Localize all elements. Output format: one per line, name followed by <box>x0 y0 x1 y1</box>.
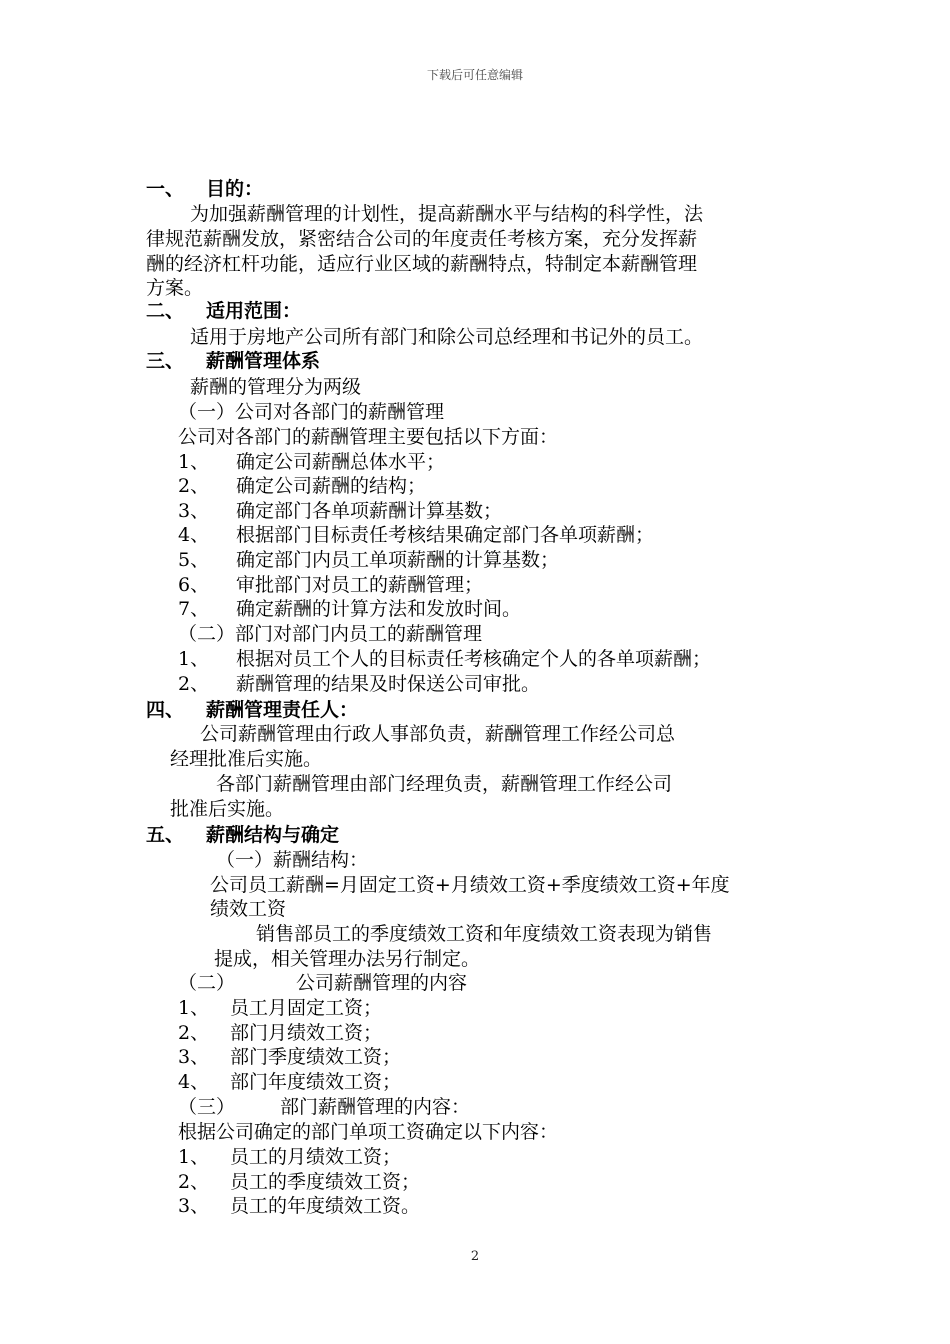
page-header: 下载后可任意编辑 <box>426 68 523 82</box>
list-item <box>178 474 426 498</box>
list-text: 部门季度绩效工资； <box>230 1046 402 1068</box>
list-item <box>178 996 382 1020</box>
paragraph-line: 律规范薪酬发放，紧密结合公司的年度责任考核方案，充分发挥薪 <box>146 228 698 250</box>
list-number: 4、 <box>178 1071 210 1093</box>
subsection-heading: （二）部门对部门内员工的薪酬管理 <box>178 623 483 645</box>
section-number: 一、 <box>146 178 185 200</box>
list-number: 2、 <box>178 1022 210 1044</box>
list-number: 1、 <box>178 451 210 473</box>
paragraph-line: 公司对各部门的薪酬管理主要包括以下方面： <box>178 426 559 448</box>
list-text: 确定薪酬的计算方法和发放时间。 <box>236 598 522 620</box>
section-title: 薪酬结构与确定 <box>206 824 340 846</box>
section-title: 目的： <box>206 178 264 200</box>
paragraph-line: 根据公司确定的部门单项工资确定以下内容： <box>178 1121 559 1143</box>
section-4-heading <box>146 698 358 722</box>
paragraph-line: 经理批准后实施。 <box>170 748 323 770</box>
list-text: 确定部门各单项薪酬计算基数； <box>236 500 503 522</box>
section-title: 薪酬管理责任人： <box>206 699 359 721</box>
list-item <box>178 499 502 523</box>
paragraph-line: 方案。 <box>146 277 204 299</box>
list-number: 3、 <box>178 500 210 522</box>
list-item <box>178 573 483 597</box>
subsection-heading <box>178 971 467 995</box>
formula-line: 公司员工薪酬=月固定工资+月绩效工资+季度绩效工资+年度 <box>210 874 730 896</box>
paragraph-line: 适用于房地产公司所有部门和除公司总经理和书记外的员工。 <box>190 326 704 348</box>
list-text: 薪酬管理的结果及时保送公司审批。 <box>236 673 541 695</box>
list-text: 确定公司薪酬的结构； <box>236 475 427 497</box>
list-text: 根据对员工个人的目标责任考核确定个人的各单项薪酬； <box>236 648 712 670</box>
list-text: 根据部门目标责任考核结果确定部门各单项薪酬； <box>236 524 655 546</box>
list-number: 4、 <box>178 524 210 546</box>
list-number: 3、 <box>178 1195 210 1217</box>
section-2-heading <box>146 299 301 323</box>
list-number: 2、 <box>178 475 210 497</box>
list-item <box>178 523 654 547</box>
subsection-heading <box>178 1095 470 1119</box>
subsection-number: （二） <box>178 972 236 994</box>
list-text: 确定部门内员工单项薪酬的计算基数； <box>236 549 560 571</box>
list-item <box>178 548 559 572</box>
list-text: 员工月固定工资； <box>230 997 383 1019</box>
list-item <box>178 647 711 671</box>
list-number: 2、 <box>178 1171 210 1193</box>
paragraph-line: 公司薪酬管理由行政人事部负责，薪酬管理工作经公司总 <box>200 723 676 745</box>
subsection-number: （三） <box>178 1096 236 1118</box>
paragraph-line: 为加强薪酬管理的计划性，提高薪酬水平与结构的科学性，法 <box>190 203 704 225</box>
subsection-heading: （一）薪酬结构： <box>216 849 369 871</box>
list-item <box>178 1145 401 1169</box>
page-number: 2 <box>470 1249 480 1264</box>
subsection-title: 公司薪酬管理的内容 <box>296 972 468 994</box>
list-item <box>178 450 445 474</box>
list-number: 6、 <box>178 574 210 596</box>
paragraph-line: 薪酬的管理分为两级 <box>190 376 362 398</box>
section-title: 薪酬管理体系 <box>206 350 321 372</box>
list-number: 1、 <box>178 997 210 1019</box>
subsection-title: 部门薪酬管理的内容： <box>280 1096 471 1118</box>
list-text: 审批部门对员工的薪酬管理； <box>236 574 484 596</box>
section-title: 适用范围： <box>206 300 302 322</box>
list-text: 员工的月绩效工资； <box>230 1146 402 1168</box>
list-number: 1、 <box>178 1146 210 1168</box>
list-item <box>178 597 521 621</box>
list-item <box>178 1070 401 1094</box>
section-number: 二、 <box>146 300 185 322</box>
paragraph-line: 酬的经济杠杆功能，适应行业区域的薪酬特点，特制定本薪酬管理 <box>146 253 698 275</box>
paragraph-line: 销售部员工的季度绩效工资和年度绩效工资表现为销售 <box>256 923 713 945</box>
paragraph-line: 各部门薪酬管理由部门经理负责，薪酬管理工作经公司 <box>216 773 673 795</box>
list-item <box>178 1021 382 1045</box>
list-number: 3、 <box>178 1046 210 1068</box>
subsection-heading: （一）公司对各部门的薪酬管理 <box>178 401 445 423</box>
list-text: 员工的年度绩效工资。 <box>230 1195 421 1217</box>
list-text: 确定公司薪酬总体水平； <box>236 451 446 473</box>
section-3-heading <box>146 349 320 373</box>
section-number: 三、 <box>146 350 185 372</box>
list-number: 7、 <box>178 598 210 620</box>
list-number: 5、 <box>178 549 210 571</box>
paragraph-line: 批准后实施。 <box>170 798 285 820</box>
section-number: 四、 <box>146 699 185 721</box>
formula-line: 绩效工资 <box>210 898 287 920</box>
section-1-heading <box>146 177 263 201</box>
list-item <box>178 1170 420 1194</box>
list-item <box>178 672 540 696</box>
list-text: 部门年度绩效工资； <box>230 1071 402 1093</box>
paragraph-line: 提成，相关管理办法另行制定。 <box>214 948 481 970</box>
list-item <box>178 1045 401 1069</box>
section-5-heading <box>146 823 339 847</box>
list-text: 部门月绩效工资； <box>230 1022 383 1044</box>
list-number: 1、 <box>178 648 210 670</box>
list-text: 员工的季度绩效工资； <box>230 1171 421 1193</box>
list-number: 2、 <box>178 673 210 695</box>
section-number: 五、 <box>146 824 185 846</box>
list-item <box>178 1194 420 1218</box>
